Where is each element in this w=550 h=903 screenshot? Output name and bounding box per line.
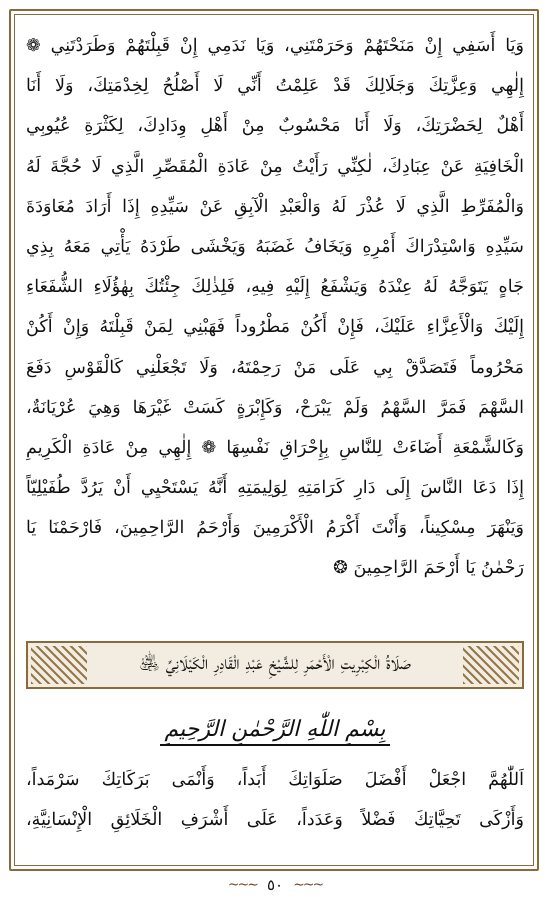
section-title-banner [26,641,524,689]
prayer-text [26,26,524,589]
text-line: جَاهٍ يَتَوَجَّهُ لَهُ عِنْدَهُ وَيَشْفَعُ إِلَيْهِ فِيهِ، فَلِذٰلِكَ جِئْتُكَ بِهٰؤُلَاءِ الشُّفَعَاءِ [26,277,524,298]
text-line: رَحْمٰنُ يَا أَرْحَمَ الرَّاحِمِينَ ❂ [333,558,524,579]
prayer-text-continued [26,760,524,840]
text-line: وَيَنْهَرَ مِسْكِيناً، وَأَنْتَ أَكْرَمُ الْأَكْرَمِينَ وَأَرْحَمُ الرَّاحِمِينَ، فَارْحَمْنَا يَا [26,518,524,539]
page-number: ٥٠ [266,876,284,894]
text-line: وَكَالشَّمْعَةِ أَضَاءَتْ لِلنَّاسِ بِإِحْرَاقِ نَفْسِهَا ❁ إِلٰهِي مِنْ عَادَةِ الْكَرِيمِ [26,437,524,458]
text-line: وَأَزْكَى تَحِيَّاتِكَ فَضْلاً وَعَدَداً، عَلَى أَشْرَفِ الْخَلَائِقِ الْإِنْسَانِيَّةِ، [26,810,524,831]
text-line: الْخَافِيَةِ عَنْ عِبَادِكَ، لٰكِنِّي رَأَيْتُ مِنْ عَادَةِ الْمُقَصِّرِ الَّذِي لَا حُجَّةَ لَهُ [26,156,524,177]
page-flourish-icon: ~~∽ [293,877,323,893]
page-footer [0,873,550,897]
text-line: إِلَيْكَ وَالْأَعِزَّاءِ عَلَيْكَ، فَإِنْ أَكُنْ مَطْرُوداً فَهَبْنِي لِمَنْ قَبِلْتَهُ وَإِنْ أَكُنْ [26,317,524,338]
basmala-calligraphy: بِسْمِ اللّٰهِ الرَّحْمٰنِ الرَّحِيمِ [164,717,386,742]
text-line: وَيَا أَسَفِي إِنْ مَنَحْتَهُمْ وَحَرَمْتَنِي، وَيَا نَدَمِي إِنْ قَبِلْتَهُمْ وَطَرَدْتَنِي ❁ [26,36,524,56]
text-line: السَّهْمَ فَمَرَّ السَّهْمُ وَلَمْ يَبْرَحْ، وَكَإِبْرَةٍ كَسَتْ غَيْرَهَا وَهِيَ عُرْيَانَةٌ، [26,397,524,418]
text-line: وَالْمُفَرِّطِ الَّذِي لَا عُذْرَ لَهُ وَالْعَبْدِ الْآبِقِ عَنْ سَيِّدِهِ إِذَا أَرَادَ مُعَاوَدَةَ [26,196,524,217]
text-line: مَحْرُوماً فَتَصَدَّقْ بِي عَلَى مَنْ رَحِمْتَهُ، وَلَا تَجْعَلْنِي كَالْقَوْسِ دَفَعَ [26,357,524,378]
text-line: اَللّٰهُمَّ اجْعَلْ أَفْضَلَ صَلَوَاتِكَ أَبَداً، وَأَنْمَى بَرَكَاتِكَ سَرْمَداً، [26,770,524,790]
page-flourish-icon: ∽~~ [227,877,257,893]
text-line: أَهْلٌ لِحَضْرَتِكَ، وَلَا أَنَا مَحْسُوبٌ مِنْ أَهْلِ وِدَادِكَ، لِكَثْرَةِ عُيُوبِي [26,116,524,137]
text-line: إِلٰهِي وَعِزَّتِكَ وَجَلَالِكَ قَدْ عَلِمْتُ أَنِّي لَا أَصْلُحُ لِخِدْمَتِكَ، وَلَا أَنَا [26,76,524,97]
text-line: إِذَا دَعَا النَّاسَ إِلَى دَارِ كَرَامَتِهِ لِوَلِيمَتِهِ أَنَّهُ يَسْتَحْيِي أَنْ يَرُدَّ طُفَيْلِيّاً [26,478,524,499]
section-title: صَلَاةُ الْكِبْرِيتِ الْأَحْمَرِ لِلشَّيْخِ عَبْدِ الْقَادِرِ الْكَيْلَانِيِّ ﵁ [133,651,417,679]
text-line: سَيِّدِهِ وَاسْتِدْرَاكَ أَمْرِهِ وَيَخَافُ غَضَبَهُ وَيَخْشَى طَرْدَهُ يَأْتِي مَعَهُ بِذِي [26,236,524,257]
basmala-underline [160,744,390,746]
